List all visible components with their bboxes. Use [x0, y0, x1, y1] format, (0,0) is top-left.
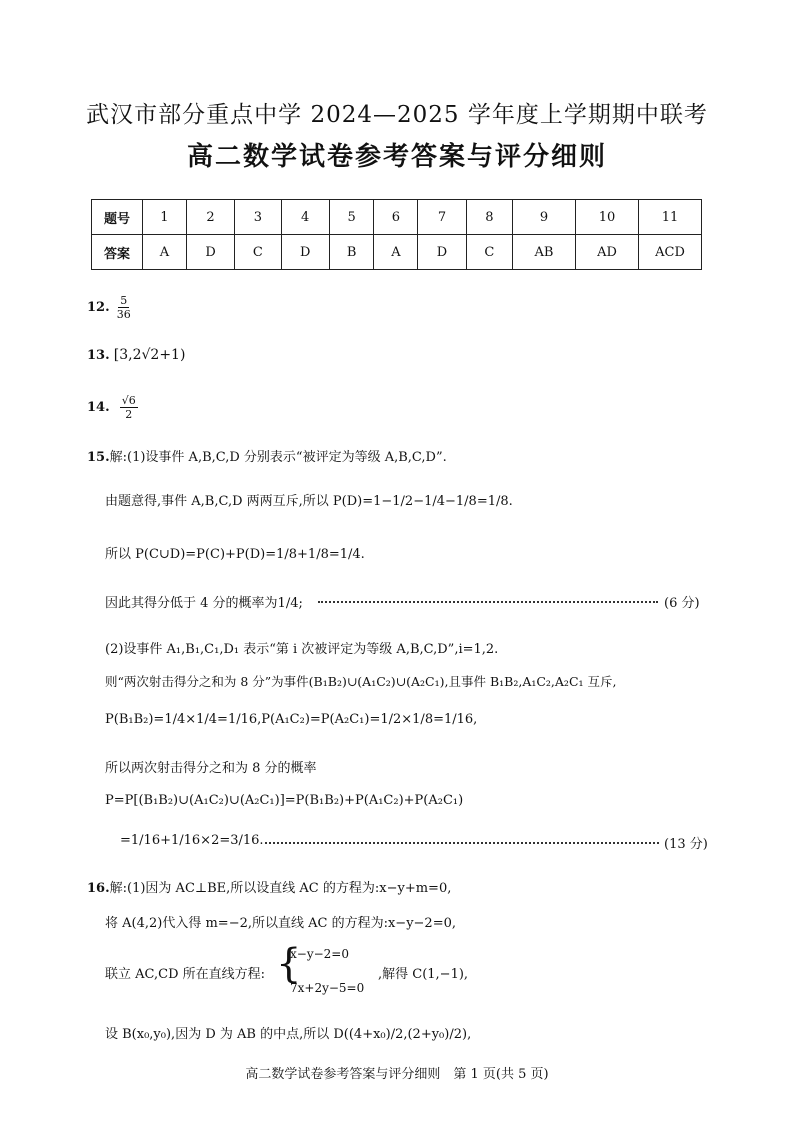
table-cell: 11: [639, 200, 702, 235]
q15-line-10: =1/16+1/16×2=3/16.: [120, 833, 264, 848]
q15-line-9: P=P[(B₁B₂)∪(A₁C₂)∪(A₂C₁)]=P(B₁B₂)+P(A₁C₂)+P(A₂C₁): [105, 793, 464, 808]
table-cell: C: [466, 235, 512, 270]
q13-answer: [3,2√2+1): [113, 347, 186, 363]
dotted-leader: [265, 842, 659, 844]
table-cell: 7: [418, 200, 466, 235]
q16-number: 16.: [87, 881, 110, 896]
q12: [87, 294, 134, 321]
table-row-answers: [92, 235, 702, 270]
row-label-answer: 答案: [92, 235, 143, 270]
table-cell: B: [329, 235, 374, 270]
q15-text: 因此其得分低于 4 分的概率为: [105, 596, 278, 611]
table-cell: AB: [513, 235, 576, 270]
q13-number: 13.: [87, 348, 110, 363]
table-cell: A: [374, 235, 418, 270]
q16-text: 解:(1)因为 AC⊥BE,所以设直线 AC 的方程为:x−y+m=0,: [109, 881, 452, 896]
q15-number: 15.: [87, 450, 110, 465]
table-row-numbers: [92, 200, 702, 235]
q16-line-3b: ,解得 C(1,−1),: [378, 967, 469, 982]
score-marker: (6 分): [664, 596, 700, 611]
dotted-leader: [318, 601, 658, 603]
table-cell: D: [281, 235, 329, 270]
q15-line-7: P(B₁B₂)=1/4×1/4=1/16,P(A₁C₂)=P(A₂C₁)=1/2×1/8=1/16,: [105, 712, 478, 727]
brace: {: [276, 941, 302, 987]
table-cell: A: [143, 235, 187, 270]
table-cell: 1: [143, 200, 187, 235]
table-cell: 8: [466, 200, 512, 235]
table-cell: D: [186, 235, 234, 270]
numerator: 5: [120, 294, 128, 307]
q15-line-4: 因此其得分低于 4 分的概率为1/4;: [105, 596, 303, 611]
q14-number: 14.: [87, 400, 110, 415]
table-cell: 3: [235, 200, 281, 235]
table-cell: 5: [329, 200, 374, 235]
q15-text: 解:(1)设事件 A,B,C,D 分别表示“被评定为等级 A,B,C,D”.: [109, 450, 447, 465]
q14: [87, 394, 139, 421]
table-cell: D: [418, 235, 466, 270]
q15-line-1: [87, 446, 447, 465]
table-cell: 9: [513, 200, 576, 235]
q15-line-2: 由题意得,事件 A,B,C,D 两两互斥,所以 P(D)=1−1/2−1/4−1/8=1/8.: [105, 494, 513, 509]
q12-number: 12.: [87, 300, 110, 315]
q16-line-3a: 联立 AC,CD 所在直线方程:: [105, 967, 266, 982]
q15-line-8: 所以两次射击得分之和为 8 分的概率: [105, 761, 317, 776]
exam-title: 武汉市部分重点中学 2024—2025 学年度上学期期中联考: [86, 102, 708, 128]
q15-fraction: 1/4: [277, 596, 299, 611]
table-cell: 2: [186, 200, 234, 235]
q15-line-3: 所以 P(C∪D)=P(C)+P(D)=1/8+1/8=1/4.: [105, 547, 365, 562]
q16-eq-2: 7x+2y−5=0: [290, 981, 365, 995]
page-footer: 高二数学试卷参考答案与评分细则 第 1 页(共 5 页): [245, 1067, 549, 1082]
q13: [87, 347, 185, 363]
q16-eq-1: x−y−2=0: [290, 947, 349, 961]
row-label-question: 题号: [92, 200, 143, 235]
score-marker: (13 分): [664, 837, 708, 852]
q15-line-6: 则“两次射击得分之和为 8 分”为事件(B₁B₂)∪(A₁C₂)∪(A₂C₁),且事件 B₁B₂,A₁C₂,A₂C₁ 互斥,: [105, 674, 617, 689]
q16-line-4: 设 B(x₀,y₀),因为 D 为 AB 的中点,所以 D((4+x₀)/2,(2+y₀)/2),: [105, 1027, 472, 1042]
q16-line-2: 将 A(4,2)代入得 m=−2,所以直线 AC 的方程为:x−y−2=0,: [105, 916, 456, 931]
q16-line-1: [87, 877, 451, 896]
denominator: 2: [125, 408, 133, 421]
table-cell: C: [235, 235, 281, 270]
table-cell: 6: [374, 200, 418, 235]
denominator: 36: [116, 308, 131, 321]
table-cell: AD: [576, 235, 639, 270]
q15-line-5: (2)设事件 A₁,B₁,C₁,D₁ 表示“第 i 次被评定为等级 A,B,C,D”,i=1,2.: [105, 642, 499, 657]
table-cell: ACD: [639, 235, 702, 270]
table-cell: 10: [576, 200, 639, 235]
answer-table: [91, 199, 702, 270]
table-cell: 4: [281, 200, 329, 235]
q14-fraction: [120, 394, 138, 421]
numerator: √6: [121, 394, 136, 407]
document-title: 高二数学试卷参考答案与评分细则: [186, 142, 607, 172]
q12-fraction: [115, 294, 133, 321]
